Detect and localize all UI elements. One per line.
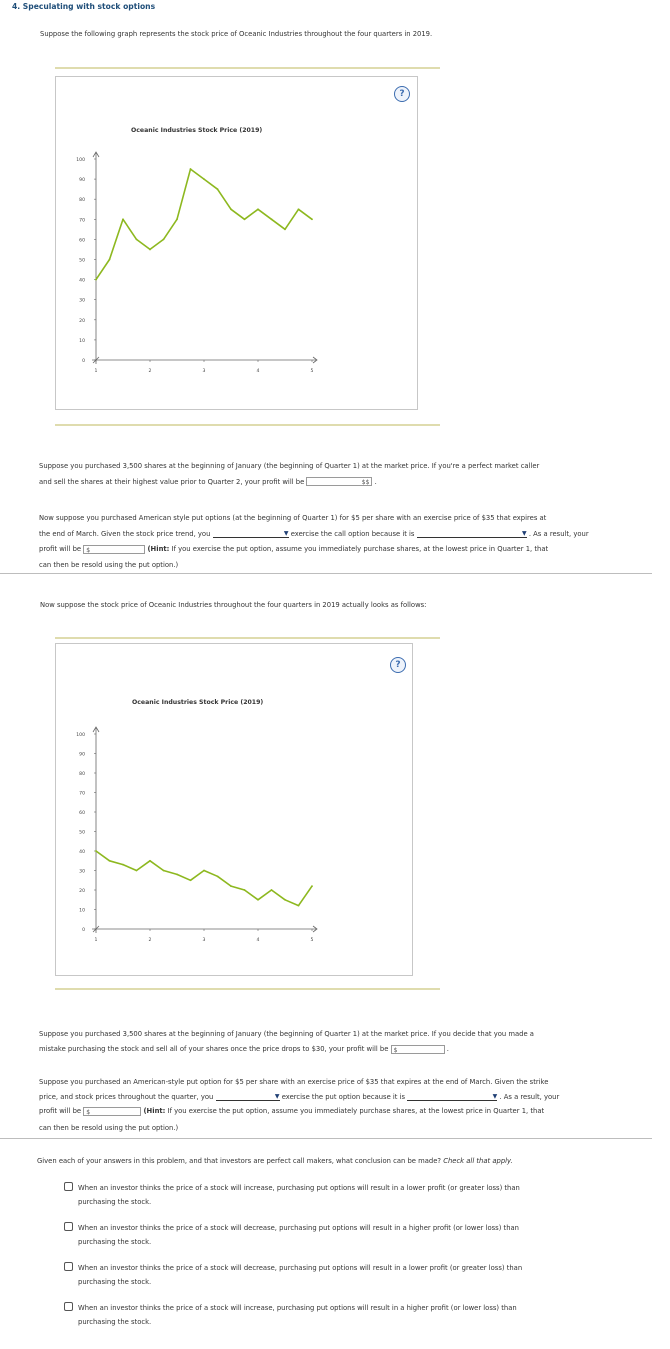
x-tick-label: 4 bbox=[256, 369, 260, 374]
option-line1: When an investor thinks the price of a stock will increase, purchasing put options will result in a higher profit (or lower loss) than bbox=[78, 1304, 517, 1312]
checkbox[interactable] bbox=[64, 1222, 73, 1231]
option-line1: When an investor thinks the price of a stock will increase, purchasing put options will result in a lower profit (or greater loss) than bbox=[78, 1184, 520, 1192]
price-point bbox=[257, 208, 259, 210]
price-point bbox=[311, 218, 313, 220]
part1-paragraph bbox=[39, 459, 649, 490]
part2-text-b3: . As a result, your bbox=[528, 529, 589, 538]
part3-end: . bbox=[446, 1045, 449, 1053]
part2-line-c bbox=[39, 542, 649, 558]
price-point bbox=[149, 249, 151, 251]
chart-title: Oceanic Industries Stock Price (2019) bbox=[131, 127, 263, 134]
chart-panel-2 bbox=[55, 643, 413, 976]
chart-panel-1 bbox=[55, 76, 418, 410]
option-text bbox=[78, 1181, 638, 1209]
part4-text-b1: price, and stock prices throughout the quarter, you bbox=[39, 1092, 214, 1101]
price-point bbox=[244, 889, 246, 891]
y-tick-label: 0 bbox=[82, 928, 85, 933]
part4-text-c2: If you exercise the put option, assume you immediately purchase shares, at the lowest price in Quarter 1, that bbox=[167, 1107, 545, 1115]
part2-profit-input[interactable]: $ bbox=[83, 545, 145, 554]
y-tick-label: 70 bbox=[79, 218, 85, 224]
dropdown-arrow-icon: ▼ bbox=[492, 1093, 498, 1100]
option-line2: purchasing the stock. bbox=[78, 1278, 152, 1286]
question-intro: Suppose the following graph represents the stock price of Oceanic Industries throughout the four quarters in 2019. bbox=[40, 30, 433, 38]
part2-line-d: can then be resold using the put option.) bbox=[39, 561, 179, 569]
y-tick-label: 20 bbox=[79, 889, 85, 894]
section-separator bbox=[0, 1138, 652, 1139]
part4-exercise-select[interactable] bbox=[216, 1092, 280, 1101]
x-tick-label: 3 bbox=[202, 369, 206, 374]
conclusion-prompt-text: Given each of your answers in this problem, and that investors are perfect call makers, what conclusion can be made? bbox=[37, 1157, 442, 1165]
price-point bbox=[95, 279, 97, 281]
price-point bbox=[298, 208, 300, 210]
part2-text-c1: profit will be bbox=[39, 545, 82, 553]
dropdown-arrow-icon: ▼ bbox=[274, 1093, 280, 1100]
price-point bbox=[163, 870, 165, 872]
y-tick-label: 60 bbox=[79, 238, 85, 244]
chart-1-svg bbox=[56, 77, 417, 409]
x-tick-label: 5 bbox=[310, 938, 314, 943]
part2-reason-select[interactable] bbox=[417, 529, 527, 538]
price-point bbox=[163, 239, 165, 241]
y-tick-label: 30 bbox=[79, 869, 85, 875]
y-tick-label: 40 bbox=[79, 850, 85, 855]
y-tick-label: 80 bbox=[79, 198, 85, 204]
divider-top-1 bbox=[55, 67, 440, 69]
option-line2: purchasing the stock. bbox=[78, 1198, 152, 1206]
section-separator bbox=[0, 573, 652, 574]
y-tick-label: 30 bbox=[79, 298, 85, 304]
y-tick-label: 90 bbox=[79, 752, 85, 758]
part4-line-c bbox=[39, 1104, 649, 1119]
price-series-line bbox=[96, 169, 312, 280]
price-point bbox=[109, 259, 111, 261]
chart-title: Oceanic Industries Stock Price (2019) bbox=[132, 699, 264, 706]
part1-profit-input[interactable]: $$ bbox=[306, 477, 372, 486]
x-tick-label: 1 bbox=[94, 938, 98, 943]
intro2-text: Now suppose the stock price of Oceanic Industries throughout the four quarters in 2019 actually looks as follows: bbox=[40, 601, 427, 609]
y-tick-label: 40 bbox=[79, 278, 85, 284]
part4-profit-input[interactable]: $ bbox=[83, 1107, 141, 1116]
part1-line-b bbox=[39, 475, 649, 491]
dropdown-arrow-icon: ▼ bbox=[283, 530, 289, 537]
price-point bbox=[271, 889, 273, 891]
x-tick-label: 4 bbox=[256, 938, 260, 943]
part3-line-a: Suppose you purchased 3,500 shares at the beginning of January (the beginning of Quarter 1) at the market price. If you decide that you made a bbox=[39, 1030, 534, 1038]
x-tick-label: 3 bbox=[202, 938, 206, 943]
y-tick-label: 0 bbox=[82, 359, 85, 364]
price-point bbox=[203, 178, 205, 180]
option-line2: purchasing the stock. bbox=[78, 1238, 152, 1246]
part3-profit-input[interactable]: $ bbox=[391, 1045, 445, 1054]
price-point bbox=[284, 228, 286, 230]
y-tick-label: 100 bbox=[76, 158, 85, 163]
question-title: 4. Speculating with stock options bbox=[12, 2, 156, 11]
price-point bbox=[203, 870, 205, 872]
part2-text-b2: exercise the call option because it is bbox=[290, 529, 415, 538]
y-tick-label: 10 bbox=[79, 338, 85, 344]
price-point bbox=[149, 860, 151, 862]
price-point bbox=[136, 870, 138, 872]
part4-line-a: Suppose you purchased an American-style put option for $5 per share with an exercise price of $35 that expires at the end of March. Given the strike bbox=[39, 1078, 549, 1086]
option-line1: When an investor thinks the price of a stock will decrease, purchasing put options will result in a lower profit (or greater loss) than bbox=[78, 1264, 523, 1272]
option-text bbox=[78, 1221, 638, 1249]
price-point bbox=[122, 218, 124, 220]
help-icon[interactable]: ? bbox=[394, 86, 410, 102]
part4-text-b2: exercise the put option because it is bbox=[281, 1092, 406, 1101]
price-point bbox=[217, 188, 219, 190]
option-text bbox=[78, 1301, 638, 1329]
price-point bbox=[230, 885, 232, 887]
x-tick-label: 2 bbox=[148, 369, 152, 374]
y-tick-label: 20 bbox=[79, 318, 85, 324]
part4-line-b bbox=[39, 1090, 649, 1105]
price-point bbox=[190, 879, 192, 881]
part3-text-b: mistake purchasing the stock and sell all of your shares once the price drops to $30, your profit will be bbox=[39, 1045, 389, 1053]
price-point bbox=[190, 168, 192, 170]
part4-hint-label: (Hint: bbox=[143, 1107, 166, 1115]
y-tick-label: 50 bbox=[79, 258, 85, 264]
price-point bbox=[230, 208, 232, 210]
option-text bbox=[78, 1261, 638, 1289]
conclusion-prompt-em: Check all that apply. bbox=[443, 1157, 513, 1165]
checkbox[interactable] bbox=[64, 1262, 73, 1271]
part4-text-c1: profit will be bbox=[39, 1107, 82, 1115]
part1-end: . bbox=[374, 477, 377, 486]
part4-reason-select[interactable] bbox=[407, 1092, 497, 1101]
part4-line-d: can then be resold using the put option.) bbox=[39, 1124, 179, 1132]
part2-line-a: Now suppose you purchased American style put options (at the beginning of Quarter 1) for $5 per share with an exercise price of $35 that expires at bbox=[39, 514, 547, 522]
checkbox[interactable] bbox=[64, 1182, 73, 1191]
y-tick-label: 80 bbox=[79, 772, 85, 777]
y-tick-label: 50 bbox=[79, 830, 85, 836]
option-line1: When an investor thinks the price of a stock will decrease, purchasing put options will result in a higher profit (or lower loss) than bbox=[78, 1224, 519, 1232]
divider-bottom-1 bbox=[55, 424, 440, 426]
x-tick-label: 2 bbox=[148, 938, 152, 943]
price-point bbox=[95, 850, 97, 852]
y-tick-label: 60 bbox=[79, 811, 85, 816]
part2-line-b bbox=[39, 527, 649, 543]
price-series-line bbox=[96, 851, 312, 906]
dropdown-arrow-icon: ▼ bbox=[522, 530, 527, 537]
part2-exercise-select[interactable] bbox=[213, 529, 289, 538]
price-point bbox=[122, 864, 124, 866]
divider-bottom-2 bbox=[55, 988, 440, 990]
part3-paragraph bbox=[39, 1027, 649, 1057]
part2-paragraph bbox=[39, 511, 649, 558]
divider-top-2 bbox=[55, 637, 440, 639]
price-point bbox=[298, 905, 300, 907]
x-tick-label: 1 bbox=[94, 369, 98, 374]
chart-2-svg bbox=[56, 644, 412, 975]
part1-line-a: Suppose you purchased 3,500 shares at the beginning of January (the beginning of Quarter 1) at the market price. If you're a perfect market caller bbox=[39, 462, 540, 470]
y-tick-label: 90 bbox=[79, 178, 85, 184]
price-point bbox=[284, 899, 286, 901]
y-tick-label: 10 bbox=[79, 908, 85, 914]
y-tick-label: 100 bbox=[76, 733, 85, 738]
conclusion-prompt bbox=[37, 1157, 513, 1165]
part2-text-c2: If you exercise the put option, assume you immediately purchase shares, at the lowest price in Quarter 1, that bbox=[171, 545, 549, 553]
help-icon[interactable]: ? bbox=[390, 657, 406, 673]
part4-text-b3: . As a result, your bbox=[499, 1092, 560, 1101]
price-point bbox=[257, 899, 259, 901]
price-point bbox=[217, 875, 219, 877]
y-tick-label: 70 bbox=[79, 791, 85, 797]
part2-text-b1: the end of March. Given the stock price trend, you bbox=[39, 529, 211, 538]
price-point bbox=[136, 239, 138, 241]
part4-paragraph bbox=[39, 1075, 649, 1119]
price-point bbox=[109, 860, 111, 862]
price-point bbox=[176, 874, 178, 876]
price-point bbox=[311, 885, 313, 887]
part3-line-b bbox=[39, 1042, 649, 1057]
part2-hint-label: (Hint: bbox=[147, 545, 170, 553]
price-point bbox=[244, 218, 246, 220]
price-point bbox=[176, 218, 178, 220]
x-tick-label: 5 bbox=[310, 369, 314, 374]
checkbox[interactable] bbox=[64, 1302, 73, 1311]
part1-text-b: and sell the shares at their highest value prior to Quarter 2, your profit will be bbox=[39, 477, 305, 486]
price-point bbox=[271, 218, 273, 220]
option-line2: purchasing the stock. bbox=[78, 1318, 152, 1326]
